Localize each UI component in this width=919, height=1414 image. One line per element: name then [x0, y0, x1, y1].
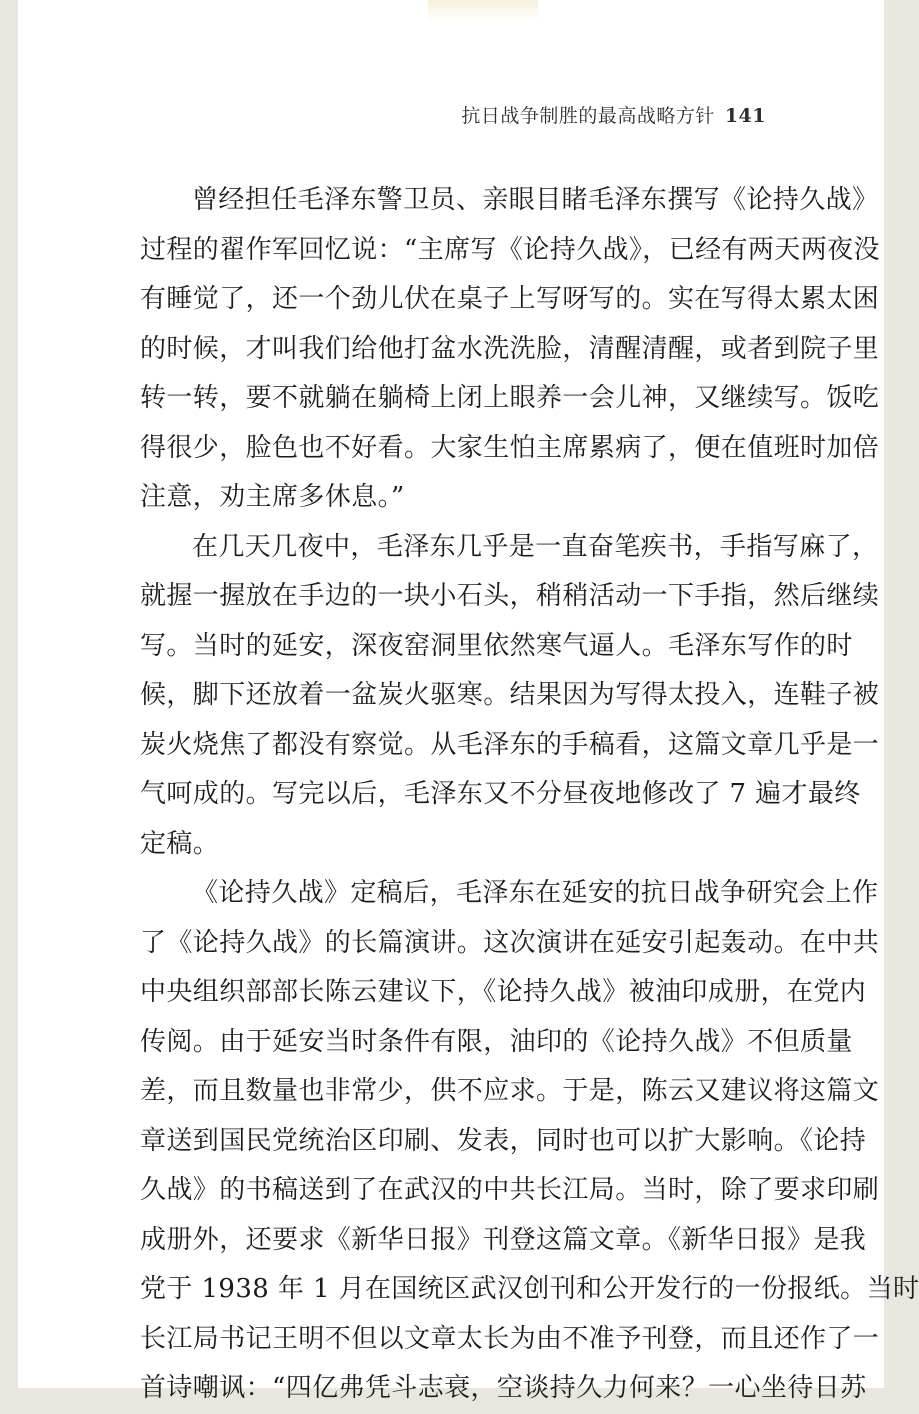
text-line: 党于 1938 年 1 月在国统区武汉创刊和公开发行的一份报纸。当时 — [140, 1274, 919, 1304]
body-text — [140, 176, 919, 1403]
book-page — [18, 0, 919, 1403]
text-line: 了《论持久战》的长篇演讲。这次演讲在延安引起轰动。在中共 — [140, 927, 880, 958]
text-line: 的时候，才叫我们给他打盆水洗洗脸，清醒清醒，或者到院子里 — [140, 333, 880, 364]
text-line: 就握一握放在手边的一块小石头，稍稍活动一下手指，然后继续 — [140, 581, 880, 611]
text-line: 《论持久战》定稿后，毛泽东在延安的抗日战争研究会上作 — [192, 878, 879, 908]
text-line: 传阅。由于延安当时条件有限，油印的《论持久战》不但质量 — [140, 1026, 853, 1057]
paragraph-recollection — [140, 176, 880, 523]
paper-stain — [428, 0, 538, 22]
text-line: 过程的翟作军回忆说：“主席写《论持久战》，已经有两天两夜没 — [140, 234, 880, 265]
text-line: 首诗嘲讽：“四亿弗凭斗志衰，空谈持久力何来？一心坐待日苏 — [140, 1373, 867, 1403]
text-line: 在几天几夜中，毛泽东几乎是一直奋笔疾书，手指写麻了， — [192, 531, 879, 562]
text-line: 中央组织部部长陈云建议下，《论持久战》被油印成册，在党内 — [140, 977, 867, 1007]
text-line: 定稿。 — [140, 828, 220, 859]
page-number: 141 — [724, 105, 766, 127]
text-line: 曾经担任毛泽东警卫员、亲眼目睹毛泽东撰写《论持久战》 — [192, 185, 879, 215]
text-line: 有睡觉了，还一个劲儿伏在桌子上写呀写的。实在写得太累太困 — [140, 284, 880, 314]
text-line: 成册外，还要求《新华日报》刊登这篇文章。《新华日报》是我 — [140, 1224, 867, 1255]
text-line: 久战》的书稿送到了在武汉的中共长江局。当时，除了要求印刷 — [140, 1175, 880, 1205]
text-line: 长江局书记王明不但以文章太长为由不准予刊登，而且还作了一 — [140, 1323, 880, 1354]
running-header — [18, 102, 766, 130]
text-line: 气呵成的。写完以后，毛泽东又不分昼夜地修改了 7 遍才最终 — [140, 779, 861, 809]
text-line: 章送到国民党统治区印刷、发表，同时也可以扩大影响。《论持 — [140, 1125, 867, 1156]
text-line: 转一转，要不就躺在躺椅上闭上眼养一会儿神，又继续写。饭吃 — [140, 383, 880, 413]
paragraph-publication — [140, 869, 919, 1414]
text-line: 注意，劝主席多休息。” — [140, 482, 405, 512]
text-line: 得很少，脸色也不好看。大家生怕主席累病了，便在值班时加倍 — [140, 432, 880, 463]
chapter-title: 抗日战争制胜的最高战略方针 — [461, 105, 715, 127]
paragraph-writing — [140, 523, 880, 870]
text-line: 炭火烧焦了都没有察觉。从毛泽东的手稿看，这篇文章几乎是一 — [140, 729, 880, 760]
text-line: 候，脚下还放着一盆炭火驱寒。结果因为写得太投入，连鞋子被 — [140, 680, 880, 710]
text-line: 写。当时的延安，深夜窑洞里依然寒气逼人。毛泽东写作的时 — [140, 630, 853, 661]
text-line: 差，而且数量也非常少，供不应求。于是，陈云又建议将这篇文 — [140, 1076, 880, 1106]
